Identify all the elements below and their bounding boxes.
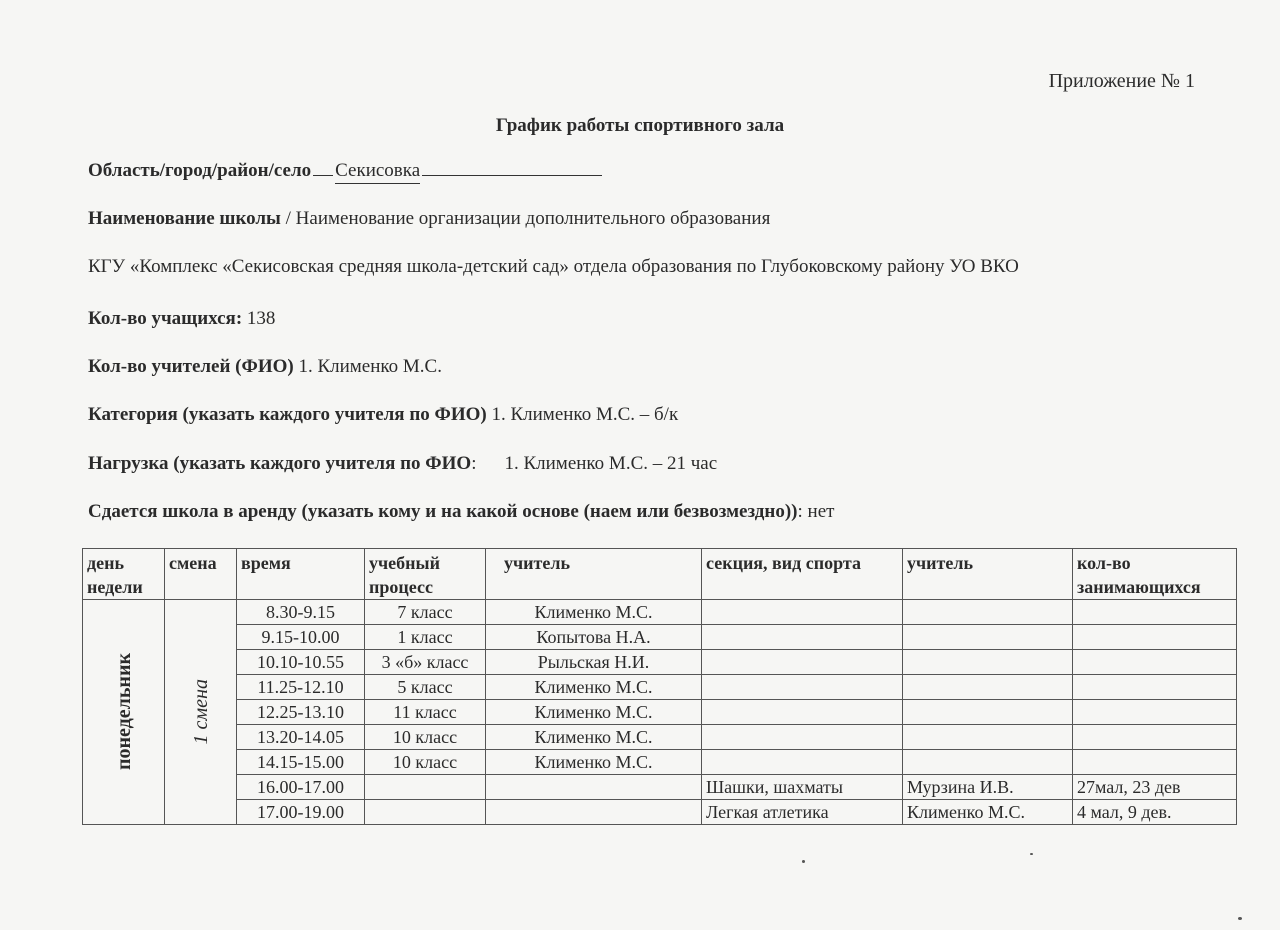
section-cell: [702, 600, 903, 625]
process-cell: 10 класс: [365, 725, 486, 750]
count-cell: [1073, 675, 1237, 700]
time-cell: 9.15-10.00: [237, 625, 365, 650]
day-label: понедельник: [112, 653, 135, 771]
header-time: время: [237, 549, 365, 600]
count-cell: [1073, 750, 1237, 775]
table-row: [83, 650, 1237, 675]
time-cell: 8.30-9.15: [237, 600, 365, 625]
section-cell: [702, 725, 903, 750]
section-cell: [702, 625, 903, 650]
count-cell: [1073, 625, 1237, 650]
school-name-label: Наименование школы: [88, 208, 281, 229]
section-cell: [702, 700, 903, 725]
time-cell: 11.25-12.10: [237, 675, 365, 700]
header-day: день недели: [83, 549, 165, 600]
teachers-value: 1. Клименко М.С.: [293, 356, 442, 377]
count-cell: [1073, 725, 1237, 750]
teacher-cell: Клименко М.С.: [486, 675, 702, 700]
table-row: [83, 700, 1237, 725]
section-cell: Шашки, шахматы: [702, 775, 903, 800]
teacher-2-cell: [903, 625, 1073, 650]
teacher-cell: Рыльская Н.И.: [486, 650, 702, 675]
section-cell: [702, 675, 903, 700]
teacher-cell: Клименко М.С.: [486, 600, 702, 625]
region-line: [88, 160, 602, 184]
process-cell: [365, 800, 486, 825]
category-label: Категория (указать каждого учителя по ФИО): [88, 404, 487, 425]
time-cell: 17.00-19.00: [237, 800, 365, 825]
header-section: секция, вид спорта: [702, 549, 903, 600]
header-teacher: учитель: [486, 549, 702, 600]
header-teacher-2: учитель: [903, 549, 1073, 600]
teacher-cell: Клименко М.С.: [486, 750, 702, 775]
teacher-2-cell: Мурзина И.В.: [903, 775, 1073, 800]
process-cell: 5 класс: [365, 675, 486, 700]
table-row: [83, 675, 1237, 700]
teacher-cell: [486, 775, 702, 800]
load-value: 1. Клименко М.С. – 21 час: [504, 453, 718, 474]
teachers-line: [88, 356, 442, 378]
count-cell: 27мал, 23 дев: [1073, 775, 1237, 800]
students-label: Кол-во учащихся:: [88, 308, 243, 329]
school-name-rest: / Наименование организации дополнительного образования: [280, 208, 771, 229]
process-cell: 7 класс: [365, 600, 486, 625]
scan-speck: [1030, 853, 1033, 855]
table-row: [83, 750, 1237, 775]
rent-label: Сдается школа в аренду (указать кому и на какой основе (наем или безвозмездно)): [88, 501, 798, 522]
table-header-row: [83, 549, 1237, 600]
teacher-2-cell: [903, 650, 1073, 675]
section-cell: Легкая атлетика: [702, 800, 903, 825]
region-underline-left: [313, 174, 333, 176]
students-line: [88, 308, 275, 330]
document-title: График работы спортивного зала: [495, 115, 785, 136]
teacher-2-cell: [903, 750, 1073, 775]
teacher-2-cell: [903, 675, 1073, 700]
organization-line: КГУ «Комплекс «Секисовская средняя школа-детский сад» отдела образования по Глубоковскому району УО ВКО: [88, 256, 1019, 277]
time-cell: 13.20-14.05: [237, 725, 365, 750]
table-row: [83, 625, 1237, 650]
load-line: [88, 453, 717, 475]
section-cell: [702, 750, 903, 775]
students-value: 138: [242, 308, 276, 329]
header-shift: смена: [165, 549, 237, 600]
table-row: [83, 775, 1237, 800]
teacher-cell: Клименко М.С.: [486, 700, 702, 725]
table-row: [83, 800, 1237, 825]
schedule-table: [82, 548, 1237, 825]
time-cell: 14.15-15.00: [237, 750, 365, 775]
scan-speck: [802, 860, 805, 863]
shift-cell: [165, 600, 237, 825]
rent-value: : нет: [797, 501, 835, 522]
process-cell: [365, 775, 486, 800]
day-cell: [83, 600, 165, 825]
time-cell: 12.25-13.10: [237, 700, 365, 725]
school-name-line: [88, 208, 770, 230]
table-row: [83, 600, 1237, 625]
shift-label: 1 смена: [189, 679, 212, 745]
rent-line: [88, 501, 834, 523]
load-colon: :: [471, 453, 477, 474]
count-cell: [1073, 700, 1237, 725]
process-cell: 3 «б» класс: [365, 650, 486, 675]
section-cell: [702, 650, 903, 675]
teachers-label: Кол-во учителей (ФИО): [88, 356, 294, 377]
region-underline-right: [422, 174, 602, 176]
scan-speck: [1238, 917, 1242, 920]
table-row: [83, 725, 1237, 750]
process-cell: 11 класс: [365, 700, 486, 725]
header-count: кол-во занимающихся: [1073, 549, 1237, 600]
teacher-cell: [486, 800, 702, 825]
process-cell: 1 класс: [365, 625, 486, 650]
time-cell: 16.00-17.00: [237, 775, 365, 800]
region-value: Секисовка: [335, 160, 420, 184]
header-process: учебный процесс: [365, 549, 486, 600]
teacher-cell: Клименко М.С.: [486, 725, 702, 750]
teacher-2-cell: [903, 700, 1073, 725]
count-cell: [1073, 650, 1237, 675]
teacher-2-cell: Клименко М.С.: [903, 800, 1073, 825]
load-label: Нагрузка (указать каждого учителя по ФИО: [88, 453, 472, 474]
region-label: Область/город/район/село: [88, 160, 312, 181]
count-cell: 4 мал, 9 дев.: [1073, 800, 1237, 825]
teacher-2-cell: [903, 725, 1073, 750]
time-cell: 10.10-10.55: [237, 650, 365, 675]
teacher-cell: Копытова Н.А.: [486, 625, 702, 650]
process-cell: 10 класс: [365, 750, 486, 775]
category-value: 1. Клименко М.С. – б/к: [486, 404, 679, 425]
count-cell: [1073, 600, 1237, 625]
appendix-label: Приложение № 1: [1048, 70, 1195, 92]
category-line: [88, 404, 678, 426]
teacher-2-cell: [903, 600, 1073, 625]
